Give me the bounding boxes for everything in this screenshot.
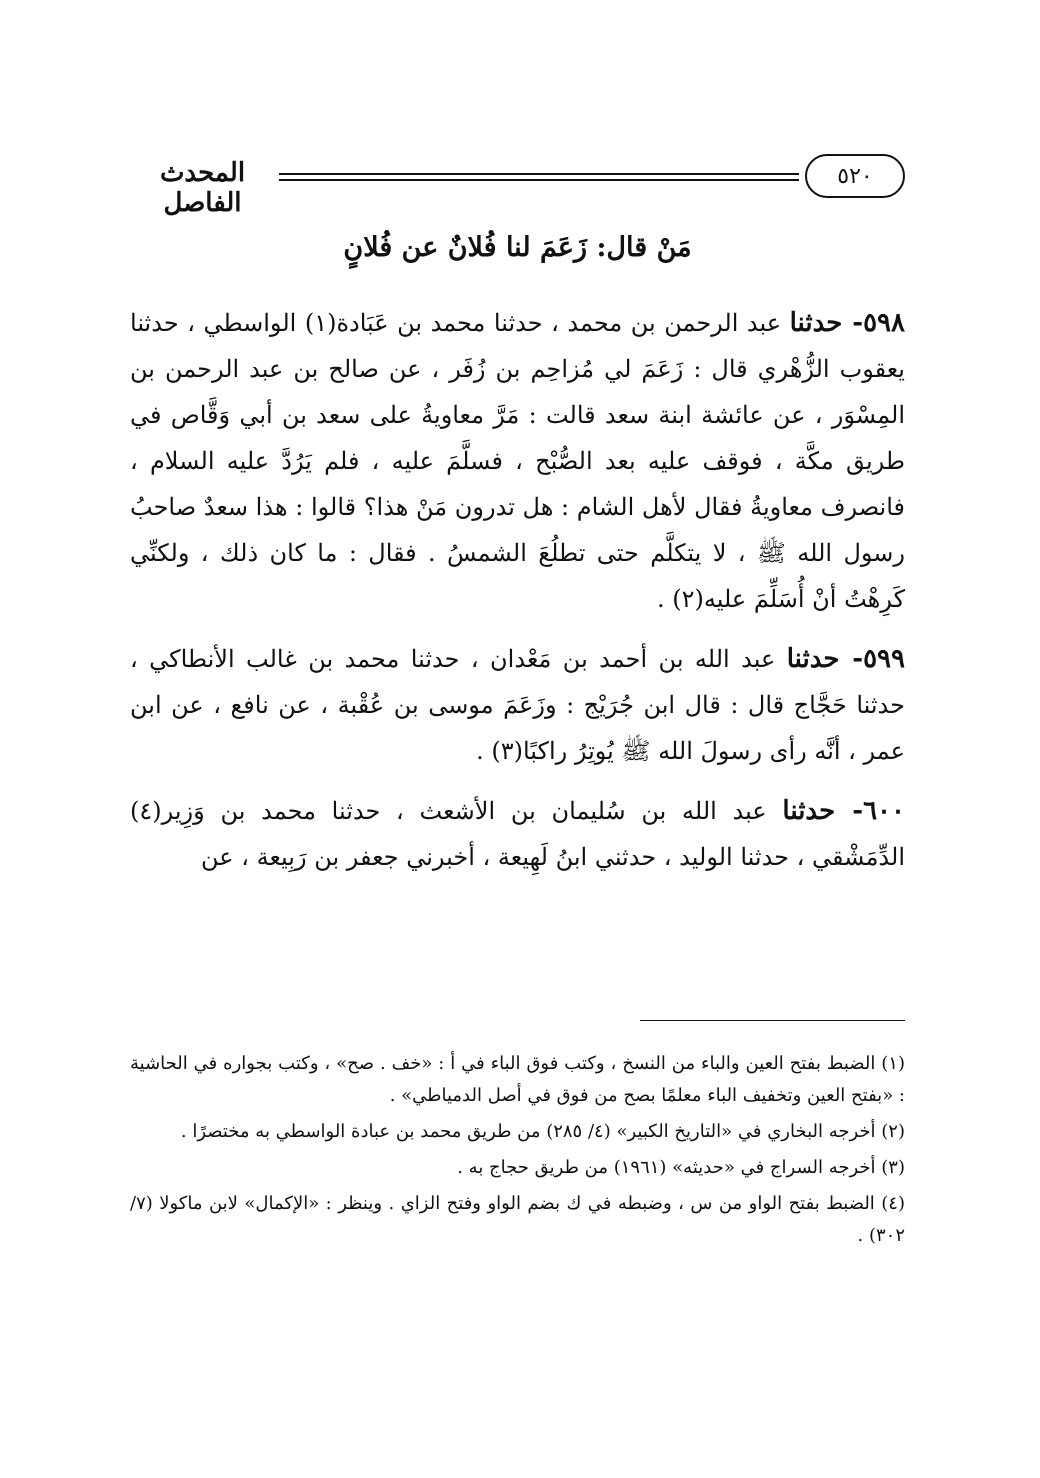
page-number: ٥٢٠ xyxy=(805,154,905,198)
footnote-separator xyxy=(640,1020,905,1021)
footnote-2: (٢) أخرجه البخاري في «التاريخ الكبير» (٤/ ٢٨٥) من طريق محمد بن عبادة الواسطي به مختصرًا . xyxy=(180,1121,905,1142)
paragraph-lead: ٥٩٨- حدثنا xyxy=(789,308,905,338)
footnotes xyxy=(130,1048,905,1256)
running-title: المحدث الفاصل xyxy=(159,158,246,218)
paragraph-text: عبد الرحمن بن محمد ، حدثنا محمد بن عَبَادة(١) الواسطي ، حدثنا يعقوب الزُّهْري قال : زَعَمَ لي مُزاحِم بن زُفَر ، عن صالح بن عبد الرحمن بن المِسْوَر ، عن عائشة ابنة سعد قالت : مَرَّ معاويةُ على سعد بن أبي وَقَّاص في طريق مكَّة ، فوقف عليه بعد الصُّبْح ، فسلَّمَ عليه ، فلم يَرُدَّ عليه السلام ، فانصرف معاويةُ فقال لأهل الشام : هل تدرون مَنْ هذا؟ قالوا : هذا سعدٌ صاحبُ رسول الله ﷺ ، لا يتكلَّم حتى تطلُعَ الشمسُ . فقال : ما كان ذلك ، ولكنِّي كَرِهْتُ أنْ أُسَلِّمَ عليه(٢) . xyxy=(130,309,905,613)
paragraph-text: عبد الله بن أحمد بن مَعْدان ، حدثنا محمد بن غالب الأنطاكي ، حدثنا حَجَّاج قال : قال ابن جُرَيْج : وزَعَمَ موسى بن عُقْبة ، عن نافع ، عن ابن عمر ، أنَّه رأى رسولَ الله ﷺ يُوتِرُ راكبًا(٣) . xyxy=(130,645,905,765)
header-double-rule xyxy=(279,173,799,181)
footnote-1: (١) الضبط بفتح العين والباء من النسخ ، وكتب فوق الباء في أ : «خف . صح» ، وكتب بجواره في الحاشية : «بفتح العين وتخفيف الباء معلمًا بصح من فوق في أصل الدمياطي» . xyxy=(130,1053,905,1106)
paragraph-lead: ٦٠٠- حدثنا xyxy=(782,796,905,826)
hadith-paragraph-600 xyxy=(130,788,905,880)
hadith-paragraph-599 xyxy=(130,636,905,774)
page-header xyxy=(130,150,905,218)
main-text xyxy=(130,300,905,894)
hadith-paragraph-598 xyxy=(130,300,905,622)
footnote-4: (٤) الضبط بفتح الواو من س ، وضبطه في ك بضم الواو وفتح الزاي . وينظر : «الإكمال» لابن ماكولا (٧/ ٣٠٢) . xyxy=(130,1193,905,1246)
footnote-3: (٣) أخرجه السراج في «حديثه» (١٩٦١) من طريق حجاج به . xyxy=(457,1157,905,1178)
paragraph-lead: ٥٩٩- حدثنا xyxy=(786,644,905,674)
paragraph-text: عبد الله بن سُليمان بن الأشعث ، حدثنا محمد بن وَزِير(٤) الدِّمَشْقي ، حدثنا الوليد ، حدثني ابنُ لَهِيعة ، أخبرني جعفر بن رَبِيعة ، عن xyxy=(130,797,905,871)
section-heading: مَنْ قال: زَعَمَ لنا فُلانٌ عن فُلانٍ xyxy=(343,232,692,263)
